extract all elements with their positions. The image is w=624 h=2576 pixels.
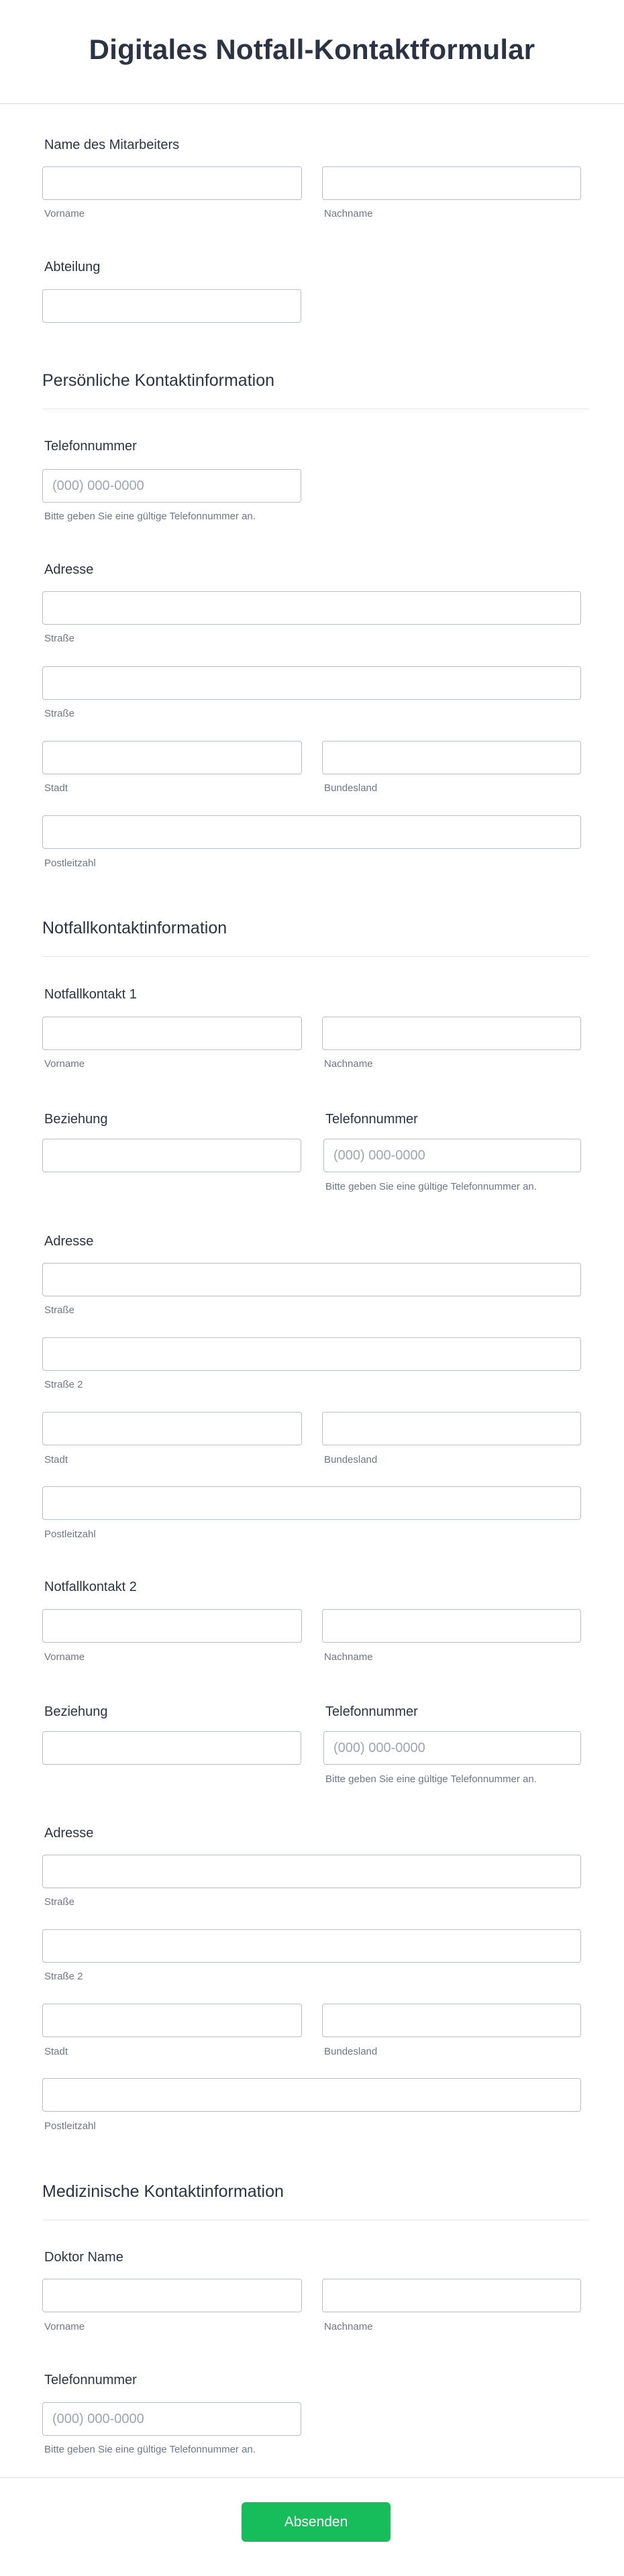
personal-street2-input[interactable] bbox=[42, 666, 581, 700]
doctor-last-name-input[interactable] bbox=[322, 2279, 581, 2312]
personal-address-label: Adresse bbox=[44, 562, 94, 577]
contact1-relation-input[interactable] bbox=[42, 1139, 301, 1172]
doctor-last-name-sublabel: Nachname bbox=[324, 2321, 373, 2332]
contact2-phone-hint: Bitte geben Sie eine gültige Telefonnummer an. bbox=[325, 1773, 537, 1785]
doctor-phone-label: Telefonnummer bbox=[44, 2373, 137, 2387]
personal-state-sublabel: Bundesland bbox=[324, 782, 378, 794]
contact2-state-sublabel: Bundesland bbox=[324, 2046, 378, 2057]
section-title-emergency: Notfallkontaktinformation bbox=[42, 919, 227, 937]
contact1-relation-label: Beziehung bbox=[44, 1112, 108, 1127]
doctor-name-label: Doktor Name bbox=[44, 2250, 123, 2265]
contact2-last-name-input[interactable] bbox=[322, 1609, 581, 1643]
personal-city-input[interactable] bbox=[42, 741, 302, 774]
contact2-zip-input[interactable] bbox=[42, 2078, 581, 2112]
section-title-personal: Persönliche Kontaktinformation bbox=[42, 371, 275, 390]
contact1-street2-input[interactable] bbox=[42, 1337, 581, 1371]
contact2-address-label: Adresse bbox=[44, 1826, 94, 1841]
contact2-street2-sublabel: Straße 2 bbox=[44, 1971, 83, 1982]
form-header bbox=[0, 0, 624, 104]
contact2-city-input[interactable] bbox=[42, 2004, 302, 2037]
contact2-city-sublabel: Stadt bbox=[44, 2046, 68, 2057]
personal-state-input[interactable] bbox=[322, 741, 581, 774]
employee-first-name-sublabel: Vorname bbox=[44, 208, 85, 219]
employee-name-label: Name des Mitarbeiters bbox=[44, 138, 180, 152]
footer-divider bbox=[0, 2477, 624, 2478]
doctor-first-name-sublabel: Vorname bbox=[44, 2321, 85, 2332]
contact1-zip-input[interactable] bbox=[42, 1486, 581, 1520]
personal-street-sublabel: Straße bbox=[44, 633, 75, 644]
contact1-first-name-sublabel: Vorname bbox=[44, 1058, 85, 1070]
contact2-phone-label: Telefonnummer bbox=[325, 1704, 418, 1719]
personal-phone-hint: Bitte geben Sie eine gültige Telefonnummer an. bbox=[44, 511, 256, 522]
contact2-street-sublabel: Straße bbox=[44, 1896, 75, 1908]
personal-city-sublabel: Stadt bbox=[44, 782, 68, 794]
contact2-street2-input[interactable] bbox=[42, 1929, 581, 1963]
contact1-state-input[interactable] bbox=[322, 1412, 581, 1445]
section-divider bbox=[42, 956, 589, 957]
contact2-street-input[interactable] bbox=[42, 1855, 581, 1888]
personal-phone-label: Telefonnummer bbox=[44, 439, 137, 454]
contact1-street2-sublabel: Straße 2 bbox=[44, 1379, 83, 1390]
contact1-last-name-sublabel: Nachname bbox=[324, 1058, 373, 1070]
contact1-title: Notfallkontakt 1 bbox=[44, 987, 137, 1002]
contact2-title: Notfallkontakt 2 bbox=[44, 1580, 137, 1594]
contact2-zip-sublabel: Postleitzahl bbox=[44, 2120, 96, 2132]
contact1-zip-sublabel: Postleitzahl bbox=[44, 1529, 96, 1540]
contact2-first-name-sublabel: Vorname bbox=[44, 1651, 85, 1663]
doctor-phone-hint: Bitte geben Sie eine gültige Telefonnummer an. bbox=[44, 2444, 256, 2455]
contact2-relation-label: Beziehung bbox=[44, 1704, 108, 1719]
personal-phone-input[interactable] bbox=[42, 469, 301, 503]
contact2-phone-input[interactable] bbox=[323, 1731, 581, 1765]
personal-street-input[interactable] bbox=[42, 591, 581, 625]
doctor-phone-input[interactable] bbox=[42, 2402, 301, 2436]
department-input[interactable] bbox=[42, 289, 301, 323]
doctor-first-name-input[interactable] bbox=[42, 2279, 302, 2312]
section-title-medical: Medizinische Kontaktinformation bbox=[42, 2182, 284, 2201]
contact1-phone-label: Telefonnummer bbox=[325, 1112, 418, 1127]
personal-street2-sublabel: Straße bbox=[44, 708, 75, 719]
contact2-last-name-sublabel: Nachname bbox=[324, 1651, 373, 1663]
employee-last-name-input[interactable] bbox=[322, 166, 581, 200]
contact1-city-input[interactable] bbox=[42, 1412, 302, 1445]
contact1-street-input[interactable] bbox=[42, 1263, 581, 1296]
personal-zip-input[interactable] bbox=[42, 815, 581, 849]
contact2-first-name-input[interactable] bbox=[42, 1609, 302, 1643]
contact1-street-sublabel: Straße bbox=[44, 1304, 75, 1316]
contact1-last-name-input[interactable] bbox=[322, 1017, 581, 1050]
contact2-relation-input[interactable] bbox=[42, 1731, 301, 1765]
contact1-phone-hint: Bitte geben Sie eine gültige Telefonnummer an. bbox=[325, 1181, 537, 1192]
form-title: Digitales Notfall-Kontaktformular bbox=[89, 34, 535, 65]
contact1-state-sublabel: Bundesland bbox=[324, 1454, 378, 1465]
contact1-first-name-input[interactable] bbox=[42, 1017, 302, 1050]
employee-first-name-input[interactable] bbox=[42, 166, 302, 200]
contact1-address-label: Adresse bbox=[44, 1234, 94, 1249]
contact2-state-input[interactable] bbox=[322, 2004, 581, 2037]
personal-zip-sublabel: Postleitzahl bbox=[44, 858, 96, 869]
contact1-city-sublabel: Stadt bbox=[44, 1454, 68, 1465]
contact1-phone-input[interactable] bbox=[323, 1139, 581, 1172]
employee-last-name-sublabel: Nachname bbox=[324, 208, 373, 219]
department-label: Abteilung bbox=[44, 260, 101, 274]
submit-button[interactable]: Absenden bbox=[242, 2502, 391, 2542]
